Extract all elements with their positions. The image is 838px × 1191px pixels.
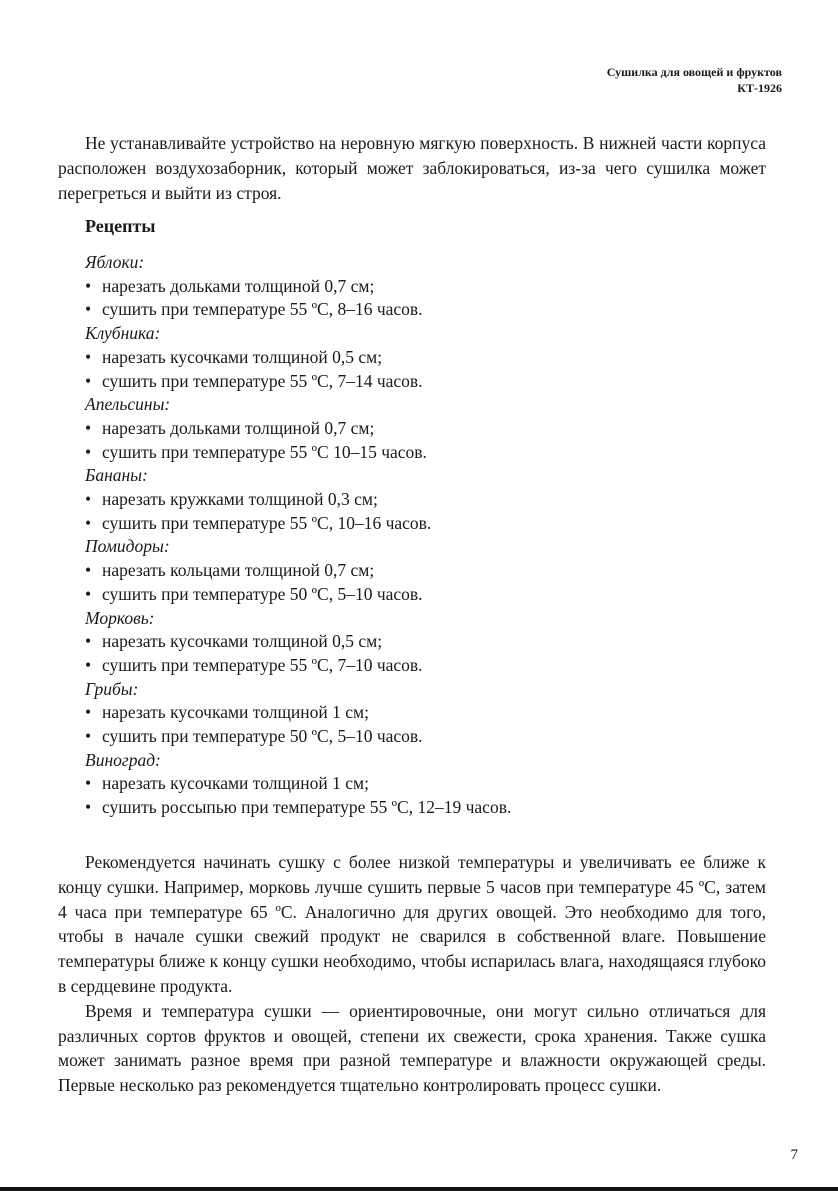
- closing-section: [58, 850, 766, 1098]
- header-model: КТ-1926: [737, 81, 782, 95]
- recipe-name: Бананы:: [85, 465, 148, 486]
- recipe-cut-step: • нарезать кусочками толщиной 1 см;: [85, 701, 775, 725]
- closing-paragraph-1: Рекомендуется начинать сушку с более низкой температуры и увеличивать ее ближе к концу сушки. Например, морковь лучше сушить первые 5 часов при температуре 45 ºС, затем 4 часа при температуре 65 ºС. Аналогично для других овощей. Это необходимо для того, чтобы в начале сушки свежий продукт не сварился в собственной влаге. Повышение температуры ближе к концу сушки необходимо, чтобы испарилась влага, находящаяся глубоко в сердцевине продукта.: [58, 852, 766, 996]
- recipe-cut-step: • нарезать дольками толщиной 0,7 см;: [85, 275, 775, 299]
- recipe-carrots: [85, 607, 775, 678]
- recipe-apples: [85, 251, 775, 322]
- recipe-name: Клубника:: [85, 323, 161, 344]
- recipe-cut-step: • нарезать дольками толщиной 0,7 см;: [85, 417, 775, 441]
- bottom-rule: [0, 1187, 838, 1191]
- recipe-name: Виноград:: [85, 749, 161, 770]
- recipe-dry-step: • сушить при температуре 55 ºС, 10–16 часов.: [85, 512, 775, 536]
- closing-paragraph-2: Время и температура сушки — ориентировочные, они могут сильно отличаться для различных сортов фруктов и овощей, степени их свежести, срока хранения. Также сушка может занимать разное время при разной температуре и влажности окружающей среды. Первые несколько раз рекомендуется тщательно контролировать процесс сушки.: [58, 1000, 766, 1096]
- recipe-dry-step: • сушить при температуре 55 ºС, 7–10 часов.: [85, 654, 775, 678]
- recipe-cut-step: • нарезать кольцами толщиной 0,7 см;: [85, 559, 775, 583]
- recipe-dry-step: • сушить при температуре 55 ºС, 7–14 часов.: [85, 370, 775, 394]
- recipe-grapes: [85, 749, 775, 820]
- recipes-section: [85, 214, 775, 820]
- recipe-name: Яблоки:: [85, 252, 145, 272]
- page-number: 7: [790, 1147, 798, 1163]
- recipe-dry-step: • сушить при температуре 50 ºС, 5–10 часов.: [85, 725, 775, 749]
- header-product-title: Сушилка для овощей и фруктов: [606, 65, 782, 79]
- recipe-name: Морковь:: [85, 607, 155, 628]
- running-header: [607, 64, 782, 96]
- recipe-name: Апельсины:: [85, 394, 171, 415]
- recipe-cut-step: • нарезать кусочками толщиной 0,5 см;: [85, 630, 775, 654]
- recipe-dry-step: • сушить россыпью при температуре 55 ºС, 12–19 часов.: [85, 796, 775, 820]
- recipe-dry-step: • сушить при температуре 55 ºС 10–15 часов.: [85, 441, 775, 465]
- recipe-oranges: [85, 393, 775, 464]
- recipe-cut-step: • нарезать кусочками толщиной 1 см;: [85, 772, 775, 796]
- intro-paragraph: Не устанавливайте устройство на неровную мягкую поверхность. В нижней части корпуса расположен воздухозаборник, который может заблокироваться, из-за чего сушилка может перегреться и выйти из строя.: [58, 133, 766, 203]
- recipe-strawberries: [85, 322, 775, 393]
- recipe-cut-step: • нарезать кусочками толщиной 0,5 см;: [85, 346, 775, 370]
- recipe-dry-step: • сушить при температуре 50 ºС, 5–10 часов.: [85, 583, 775, 607]
- recipe-tomatoes: [85, 535, 775, 606]
- recipe-bananas: [85, 464, 775, 535]
- recipe-name: Помидоры:: [85, 536, 170, 557]
- recipe-cut-step: • нарезать кружками толщиной 0,3 см;: [85, 488, 775, 512]
- recipes-heading: Рецепты: [85, 216, 156, 236]
- intro-section: [58, 131, 766, 205]
- recipe-mushrooms: [85, 678, 775, 749]
- recipe-dry-step: • сушить при температуре 55 ºС, 8–16 часов.: [85, 298, 775, 322]
- recipe-name: Грибы:: [85, 678, 139, 699]
